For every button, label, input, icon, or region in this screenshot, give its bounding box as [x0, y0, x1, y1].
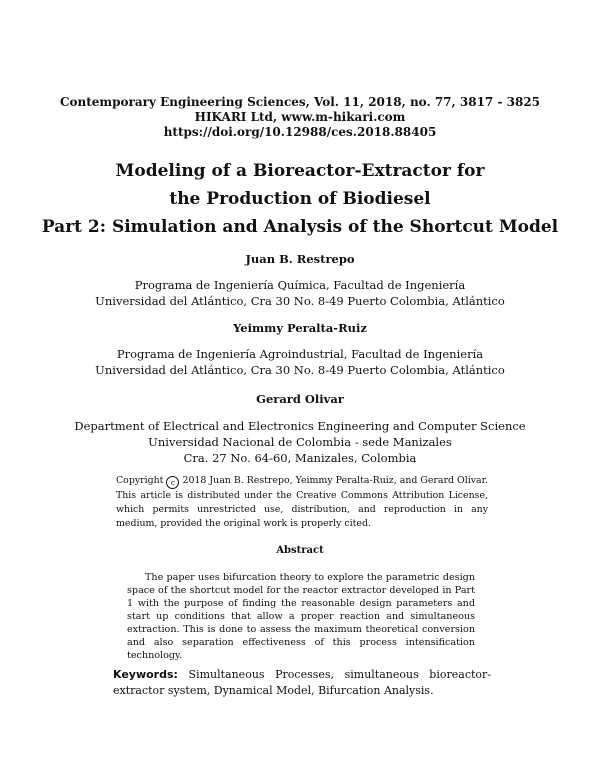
affiliation-line: Cra. 27 No. 64-60, Manizales, Colombia: [183, 451, 417, 465]
copyright-text: 2018 Juan B. Restrepo, Yeimmy Peralta-Ruiz, and Gerard Olivar. This article is distributed under the Creative Commons Attribution License, which permits unrestricted use, distribution, and reproduction in any medium, provided the original work is properly cited.: [116, 475, 489, 529]
journal-publisher: HIKARI Ltd, www.m-hikari.com: [194, 110, 406, 124]
journal-citation: Contemporary Engineering Sciences, Vol. 11, 2018, no. 77, 3817 - 3825: [59, 95, 541, 109]
author-name-3: Gerard Olivar: [256, 392, 344, 406]
keywords: [113, 667, 491, 699]
abstract-text: The paper uses bifurcation theory to explore the parametric design space of the shortcut model for the reactor extractor developed in Part 1 with the purpose of finding the reasonable design parameters and start up conditions that allow a proper reaction and simultaneous extraction. This is done to assess the maximum theoretical conversion and also separation effectiveness of this process intensification technology.: [127, 572, 475, 661]
abstract-heading: Abstract: [276, 545, 324, 556]
affiliation-line: Department of Electrical and Electronics Engineering and Computer Science: [74, 419, 526, 433]
paper-title-line-2: the Production of Biodiesel: [169, 189, 431, 209]
affiliation-line: Programa de Ingeniería Agroindustrial, Facultad de Ingeniería: [116, 347, 484, 361]
author-affiliation-1: [0, 277, 600, 309]
author-name-1: Juan B. Restrepo: [245, 252, 355, 266]
affiliation-line: Universidad del Atlántico, Cra 30 No. 8-49 Puerto Colombia, Atlántico: [95, 363, 505, 377]
affiliation-line: Universidad del Atlántico, Cra 30 No. 8-49 Puerto Colombia, Atlántico: [95, 294, 505, 308]
paper-title-line-3: Part 2: Simulation and Analysis of the Shortcut Model: [41, 217, 559, 237]
paper-title-line-1: Modeling of a Bioreactor-Extractor for: [115, 161, 485, 181]
keywords-label: Keywords:: [113, 668, 178, 681]
keywords-text: Simultaneous Processes, simultaneous bioreactor-extractor system, Dynamical Model, Bifurcation Analysis.: [113, 668, 491, 697]
author-name-2: Yeimmy Peralta-Ruiz: [233, 321, 367, 335]
copyright-label: Copyright: [116, 475, 164, 486]
author-affiliation-2: [0, 346, 600, 378]
affiliation-line: Universidad Nacional de Colombia - sede Manizales: [148, 435, 452, 449]
journal-doi[interactable]: https://doi.org/10.12988/ces.2018.88405: [163, 125, 437, 139]
author-affiliation-3: [0, 418, 600, 466]
copyright-icon: c: [166, 476, 179, 489]
affiliation-line: Programa de Ingeniería Química, Facultad de Ingeniería: [134, 278, 466, 292]
copyright-notice: [116, 474, 488, 531]
